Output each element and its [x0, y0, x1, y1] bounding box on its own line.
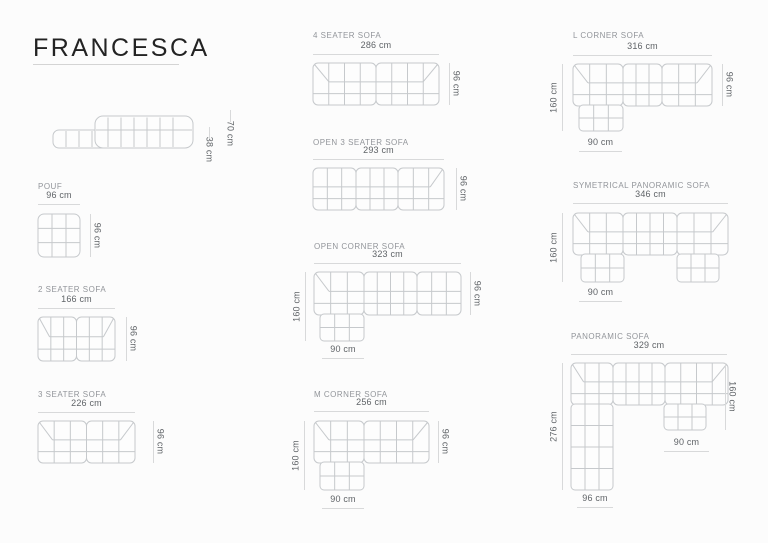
symetrical_panoramic-drawing — [573, 213, 728, 282]
open_three_seater-width-label: 293 cm — [363, 145, 394, 155]
symetrical_panoramic-length_left-label: 160 cm — [548, 231, 559, 263]
symetrical_panoramic-width-label: 346 cm — [635, 189, 666, 199]
l_corner-depth-label: 96 cm — [724, 71, 735, 98]
open_corner-title: OPEN CORNER SOFA — [314, 242, 406, 251]
open_corner-width-label: 323 cm — [372, 249, 403, 259]
panoramic-length_left-label: 276 cm — [548, 410, 559, 442]
side_view-drawing — [53, 116, 193, 148]
panoramic-chaise_left_width-line — [577, 507, 613, 508]
two_seater-width-line — [38, 308, 115, 309]
pouf-width-line — [38, 204, 80, 205]
four_seater-depth-label: 96 cm — [451, 70, 462, 97]
open_corner-length_left-line — [305, 272, 306, 341]
l_corner-width-label: 316 cm — [627, 41, 658, 51]
pouf-title: POUF — [38, 182, 63, 191]
open_corner-depth-label: 96 cm — [472, 280, 483, 306]
panoramic-chaise_right_width-label: 90 cm — [673, 437, 700, 447]
l_corner-length_left-line — [562, 64, 563, 131]
symetrical_panoramic-chaise_width-label: 90 cm — [587, 287, 614, 297]
panoramic-length_right-label: 160 cm — [727, 380, 738, 412]
l_corner-length_left-label: 160 cm — [548, 81, 559, 113]
m_corner-drawing — [314, 421, 429, 490]
open_three_seater-width-line — [313, 159, 444, 160]
l_corner-chaise_width-line — [579, 151, 622, 152]
panoramic-width-line — [571, 354, 727, 355]
m_corner-length_left-label: 160 cm — [290, 439, 301, 471]
l_corner-drawing — [573, 64, 712, 131]
panoramic-width-label: 329 cm — [633, 340, 665, 350]
panoramic-drawing — [571, 363, 728, 490]
pouf-width-label: 96 cm — [46, 190, 72, 200]
page-title: FRANCESCA — [33, 34, 210, 62]
open_corner-chaise_width-label: 90 cm — [330, 344, 356, 354]
pouf-depth-label: 96 cm — [92, 222, 103, 248]
three_seater-title: 3 SEATER SOFA — [38, 390, 107, 399]
l_corner-chaise_width-label: 90 cm — [587, 137, 614, 147]
four_seater-drawing — [313, 63, 439, 105]
three_seater-depth-label: 96 cm — [155, 428, 166, 455]
three_seater-width-label: 226 cm — [71, 398, 102, 408]
symetrical_panoramic-chaise_width-line — [579, 301, 622, 302]
three_seater-width-line — [38, 412, 135, 413]
four_seater-width-line — [313, 54, 439, 55]
panoramic-chaise_left_width-label: 96 cm — [582, 493, 608, 503]
four_seater-width-label: 286 cm — [360, 40, 392, 50]
m_corner-depth-label: 96 cm — [440, 428, 451, 455]
panoramic-chaise_right_width-line — [664, 451, 709, 452]
l_corner-title: L CORNER SOFA — [573, 31, 645, 40]
two_seater-depth-label: 96 cm — [128, 325, 139, 352]
side_view-total_height-label: 70 cm — [225, 120, 236, 147]
two_seater-width-label: 166 cm — [61, 294, 92, 304]
four_seater-title: 4 SEATER SOFA — [313, 31, 382, 40]
open_corner-width-line — [314, 263, 461, 264]
m_corner-chaise_width-label: 90 cm — [330, 494, 356, 504]
side_view-seat_height-label: 38 cm — [204, 136, 215, 163]
pouf-drawing — [38, 214, 80, 257]
panoramic-title: PANORAMIC SOFA — [571, 332, 650, 341]
open_three_seater-drawing — [313, 168, 444, 210]
m_corner-title: M CORNER SOFA — [314, 390, 388, 399]
panoramic-length_left-line — [562, 363, 563, 490]
open_corner-length_left-label: 160 cm — [291, 290, 302, 322]
two_seater-drawing — [38, 317, 115, 361]
l_corner-width-line — [573, 55, 712, 56]
symetrical_panoramic-width-line — [573, 203, 728, 204]
m_corner-width-label: 256 cm — [356, 397, 387, 407]
two_seater-title: 2 SEATER SOFA — [38, 285, 107, 294]
symetrical_panoramic-title: SYMETRICAL PANORAMIC SOFA — [573, 181, 710, 190]
open_three_seater-title: OPEN 3 SEATER SOFA — [313, 138, 409, 147]
symetrical_panoramic-length_left-line — [562, 213, 563, 282]
open_corner-chaise_width-line — [322, 358, 364, 359]
three_seater-drawing — [38, 421, 135, 463]
m_corner-length_left-line — [304, 421, 305, 490]
open_three_seater-depth-label: 96 cm — [458, 175, 469, 202]
open_corner-drawing — [314, 272, 461, 341]
m_corner-chaise_width-line — [322, 508, 364, 509]
m_corner-width-line — [314, 411, 429, 412]
